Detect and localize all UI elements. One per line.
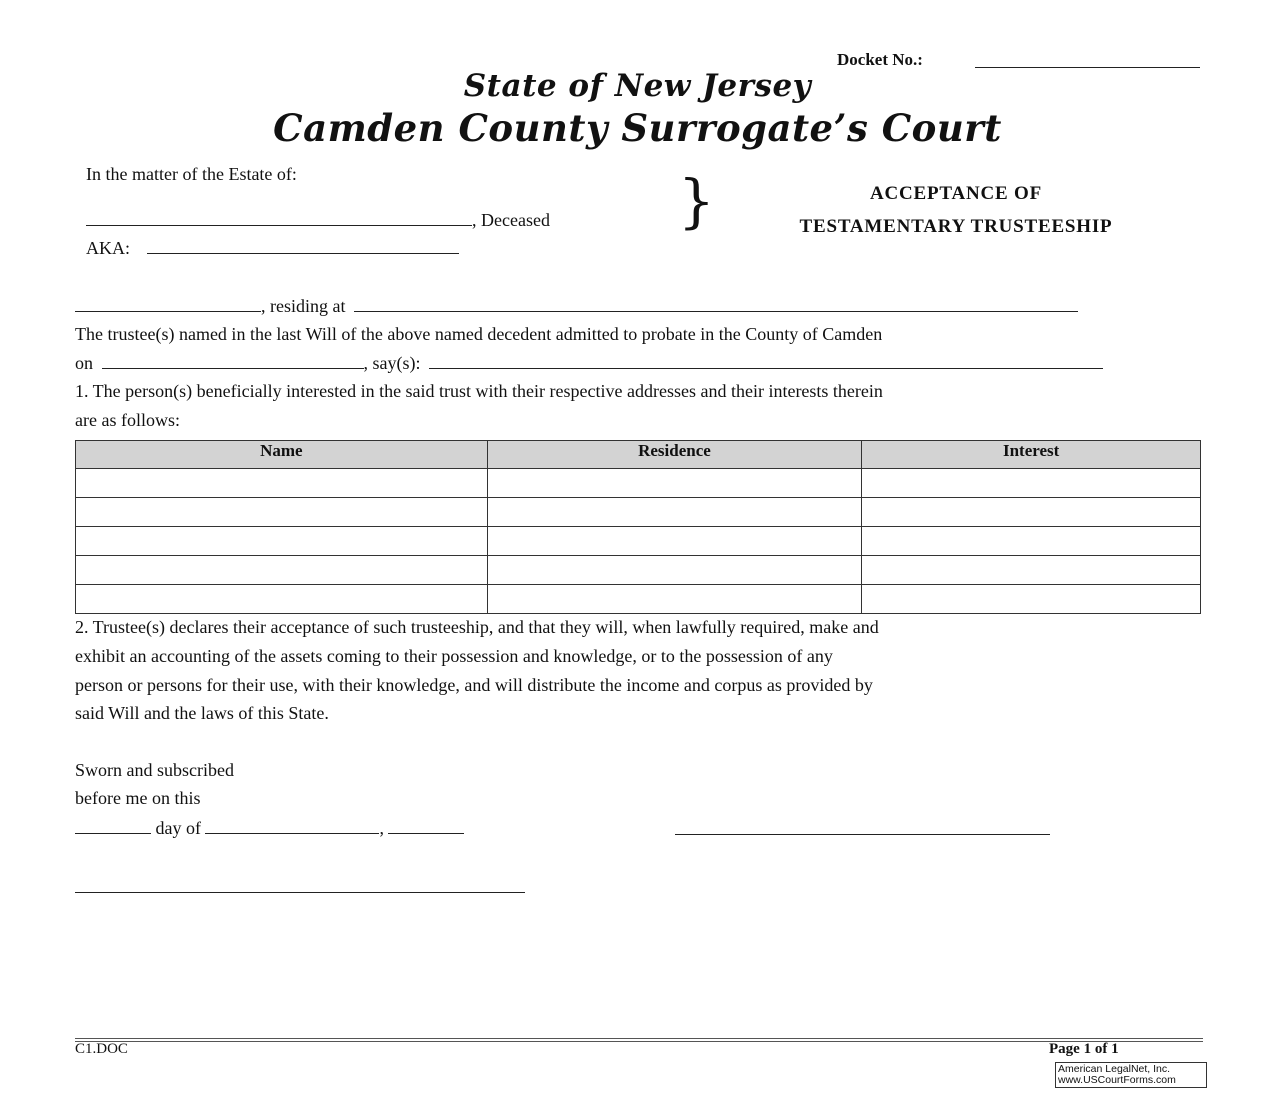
statement-field[interactable] (429, 352, 1103, 369)
publisher-badge (1055, 1062, 1207, 1088)
beneficiaries-table (75, 440, 1201, 614)
deceased-label: , Deceased (472, 210, 550, 230)
table-row (76, 527, 1201, 556)
state-title: State of New Jersey (463, 68, 812, 104)
decedent-name-field[interactable] (86, 209, 472, 226)
beneficiary-residence-cell[interactable] (487, 585, 862, 614)
jurat-line1: Sworn and subscribed (75, 760, 234, 780)
jurat-year-field[interactable] (388, 817, 464, 834)
clause2-line2: exhibit an accounting of the assets coming to their possession and knowledge, or to the possession of any (75, 646, 833, 666)
court-title: Camden County Surrogate’s Court (273, 106, 1002, 150)
probate-date-row (75, 352, 1103, 374)
table-row (76, 585, 1201, 614)
brace: } (678, 167, 715, 235)
jurat-day-field[interactable] (75, 817, 151, 834)
residing-at-label: , residing at (261, 296, 346, 316)
jurat-date-row: day of , (75, 817, 464, 839)
beneficiary-interest-cell[interactable] (862, 585, 1201, 614)
page-number: Page 1 of 1 (1049, 1041, 1119, 1057)
day-of-label: day of (155, 818, 201, 838)
trustee-signature-line[interactable] (675, 834, 1050, 835)
aka-field[interactable] (147, 237, 459, 254)
beneficiary-residence-cell[interactable] (487, 556, 862, 585)
aka-label: AKA: (86, 238, 130, 258)
trustee-residence-row (75, 295, 1078, 317)
beneficiary-interest-cell[interactable] (862, 469, 1201, 498)
trustee-statement: The trustee(s) named in the last Will of the above named decedent admitted to probate in the County of Camden (75, 324, 883, 344)
publisher-name: American LegalNet, Inc. (1058, 1063, 1171, 1075)
trustee-name-field[interactable] (75, 295, 261, 312)
beneficiary-name-cell[interactable] (76, 469, 488, 498)
notary-signature-line[interactable] (75, 892, 525, 893)
beneficiary-name-cell[interactable] (76, 556, 488, 585)
table-row (76, 498, 1201, 527)
column-header-name: Name (76, 441, 488, 469)
clause1-line2: are as follows: (75, 410, 180, 430)
footer-rule (75, 1038, 1203, 1039)
column-header-interest: Interest (862, 441, 1201, 469)
beneficiary-residence-cell[interactable] (487, 498, 862, 527)
on-label: on (75, 353, 93, 373)
table-row (76, 556, 1201, 585)
clause2-line1: 2. Trustee(s) declares their acceptance of such trusteeship, and that they will, when lawfully required, make and (75, 617, 879, 637)
form-code: C1.DOC (75, 1041, 128, 1057)
beneficiary-interest-cell[interactable] (862, 527, 1201, 556)
column-header-residence: Residence (487, 441, 862, 469)
beneficiary-residence-cell[interactable] (487, 527, 862, 556)
beneficiary-name-cell[interactable] (76, 527, 488, 556)
beneficiary-name-cell[interactable] (76, 498, 488, 527)
beneficiary-residence-cell[interactable] (487, 469, 862, 498)
form-title-line1: ACCEPTANCE OF (869, 183, 1043, 204)
estate-matter-label: In the matter of the Estate of: (86, 164, 297, 184)
form-title-line2: TESTAMENTARY TRUSTEESHIP (799, 216, 1113, 237)
aka-row (86, 237, 459, 259)
table-row (76, 469, 1201, 498)
probate-date-field[interactable] (102, 352, 364, 369)
beneficiary-name-cell[interactable] (76, 585, 488, 614)
docket-label: Docket No.: (837, 50, 923, 69)
beneficiary-interest-cell[interactable] (862, 498, 1201, 527)
trustee-address-field[interactable] (354, 295, 1078, 312)
table-header-row (76, 441, 1201, 469)
decedent-name-row (86, 209, 550, 231)
publisher-url[interactable]: www.USCourtForms.com (1058, 1074, 1176, 1086)
clause2-line4: said Will and the laws of this State. (75, 703, 329, 723)
says-label: , say(s): (363, 353, 421, 373)
footer-rule (75, 1041, 1203, 1042)
jurat-line2: before me on this (75, 788, 201, 808)
clause1-line1: 1. The person(s) beneficially interested in the said trust with their respective addresses and their interests therein (75, 381, 883, 401)
clause2-line3: person or persons for their use, with their knowledge, and will distribute the income and corpus as provided by (75, 675, 873, 695)
jurat-month-field[interactable] (205, 817, 379, 834)
beneficiary-interest-cell[interactable] (862, 556, 1201, 585)
